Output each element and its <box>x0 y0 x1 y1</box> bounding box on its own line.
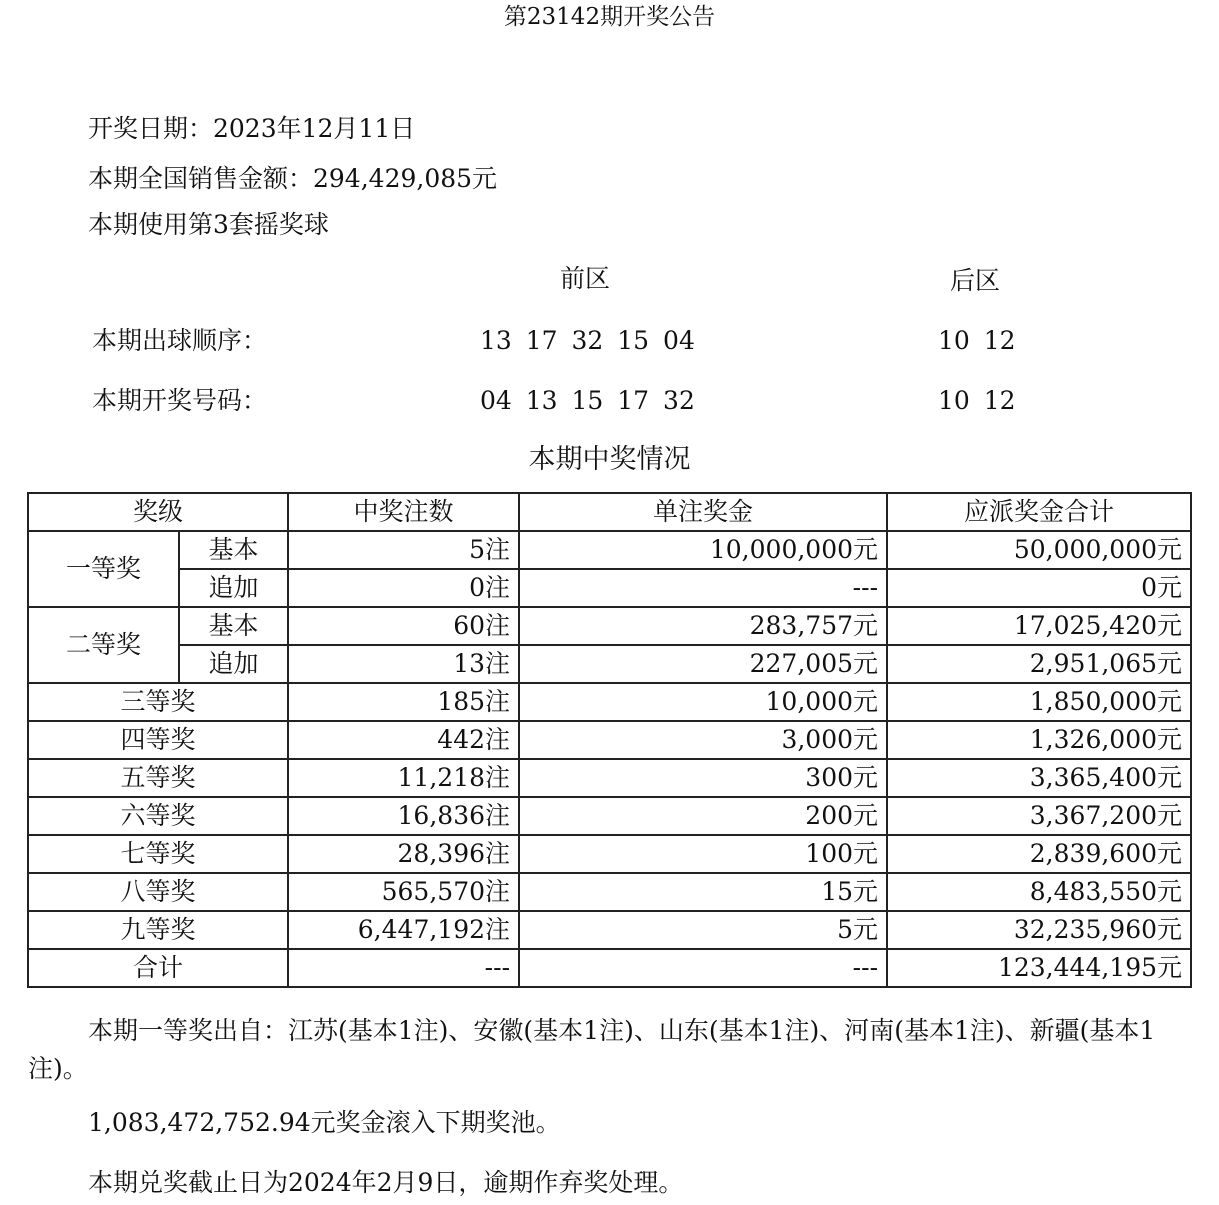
winning-numbers-front: 04 13 15 17 32 <box>480 386 695 415</box>
unit-prize: 10,000,000元 <box>519 531 887 569</box>
winner-count: 28,396注 <box>288 835 519 873</box>
table-row <box>28 569 1191 607</box>
claim-deadline: 本期兑奖截止日为2024年2月9日，逾期作弃奖处理。 <box>88 1168 684 1197</box>
winner-count: 5注 <box>288 531 519 569</box>
total-prize: 1,850,000元 <box>887 683 1191 721</box>
winner-count: 60注 <box>288 607 519 645</box>
prize-level-name: 三等奖 <box>28 683 288 721</box>
winner-count: 11,218注 <box>288 759 519 797</box>
total-prize: 3,365,400元 <box>887 759 1191 797</box>
prize-level-name: 一等奖 <box>28 531 179 607</box>
back-zone-label: 后区 <box>949 266 1000 295</box>
front-zone-label: 前区 <box>559 264 610 293</box>
total-prize: 1,326,000元 <box>887 721 1191 759</box>
prize-type: 基本 <box>179 531 288 569</box>
table-row <box>28 759 1191 797</box>
unit-prize: 300元 <box>519 759 887 797</box>
table-row <box>28 873 1191 911</box>
prize-level-name: 二等奖 <box>28 607 179 683</box>
table-row <box>28 607 1191 645</box>
table-row <box>28 835 1191 873</box>
draw-order-label: 本期出球顺序： <box>92 326 268 355</box>
unit-prize: 227,005元 <box>519 645 887 683</box>
total-prize: 0元 <box>887 569 1191 607</box>
rollover-note: 1,083,472,752.94元奖金滚入下期奖池。 <box>88 1108 561 1137</box>
total-prize: 17,025,420元 <box>887 607 1191 645</box>
total-prize: 2,951,065元 <box>887 645 1191 683</box>
table-row <box>28 645 1191 683</box>
sum-total: 123,444,195元 <box>887 949 1191 987</box>
total-prize: 3,367,200元 <box>887 797 1191 835</box>
table-row <box>28 911 1191 949</box>
total-prize: 32,235,960元 <box>887 911 1191 949</box>
unit-prize: --- <box>519 569 887 607</box>
prize-level-name: 七等奖 <box>28 835 288 873</box>
prize-level-name: 九等奖 <box>28 911 288 949</box>
winner-count: 13注 <box>288 645 519 683</box>
prize-level-name: 四等奖 <box>28 721 288 759</box>
winner-count: 16,836注 <box>288 797 519 835</box>
draw-order-back: 10 12 <box>938 326 1016 355</box>
header-count: 中奖注数 <box>288 493 519 531</box>
sales-amount: 本期全国销售金额：294,429,085元 <box>88 164 498 193</box>
first-prize-origin: 本期一等奖出自：江苏(基本1注)、安徽(基本1注)、山东(基本1注)、河南(基本1注)、新疆(基本1注)。 <box>28 1016 1156 1083</box>
table-row <box>28 721 1191 759</box>
header-level: 奖级 <box>28 493 288 531</box>
prize-level-name: 五等奖 <box>28 759 288 797</box>
unit-prize: 3,000元 <box>519 721 887 759</box>
winner-count: 565,570注 <box>288 873 519 911</box>
page-title: 第23142期开奖公告 <box>503 4 716 30</box>
draw-order-front: 13 17 32 15 04 <box>480 326 695 355</box>
header-total-prize: 应派奖金合计 <box>887 493 1191 531</box>
ball-set: 本期使用第3套摇奖球 <box>88 210 329 239</box>
total-prize: 8,483,550元 <box>887 873 1191 911</box>
winning-numbers-back: 10 12 <box>938 386 1016 415</box>
winner-count: 442注 <box>288 721 519 759</box>
total-prize: 2,839,600元 <box>887 835 1191 873</box>
sum-unit: --- <box>519 949 887 987</box>
winner-count: 0注 <box>288 569 519 607</box>
prize-type: 追加 <box>179 645 288 683</box>
prize-level-name: 八等奖 <box>28 873 288 911</box>
prize-type: 追加 <box>179 569 288 607</box>
sum-label: 合计 <box>28 949 288 987</box>
winning-numbers-label: 本期开奖号码： <box>92 386 268 415</box>
sum-count: --- <box>288 949 519 987</box>
table-row <box>28 797 1191 835</box>
unit-prize: 283,757元 <box>519 607 887 645</box>
prize-table <box>27 492 1192 988</box>
unit-prize: 10,000元 <box>519 683 887 721</box>
unit-prize: 200元 <box>519 797 887 835</box>
header-unit-prize: 单注奖金 <box>519 493 887 531</box>
unit-prize: 5元 <box>519 911 887 949</box>
total-prize: 50,000,000元 <box>887 531 1191 569</box>
winner-count: 6,447,192注 <box>288 911 519 949</box>
table-sum-row <box>28 949 1191 987</box>
table-row <box>28 683 1191 721</box>
winner-count: 185注 <box>288 683 519 721</box>
prize-type: 基本 <box>179 607 288 645</box>
table-row <box>28 531 1191 569</box>
unit-prize: 15元 <box>519 873 887 911</box>
unit-prize: 100元 <box>519 835 887 873</box>
table-header-row <box>28 493 1191 531</box>
prize-level-name: 六等奖 <box>28 797 288 835</box>
draw-date: 开奖日期：2023年12月11日 <box>88 114 416 143</box>
section-title: 本期中奖情况 <box>528 444 691 475</box>
